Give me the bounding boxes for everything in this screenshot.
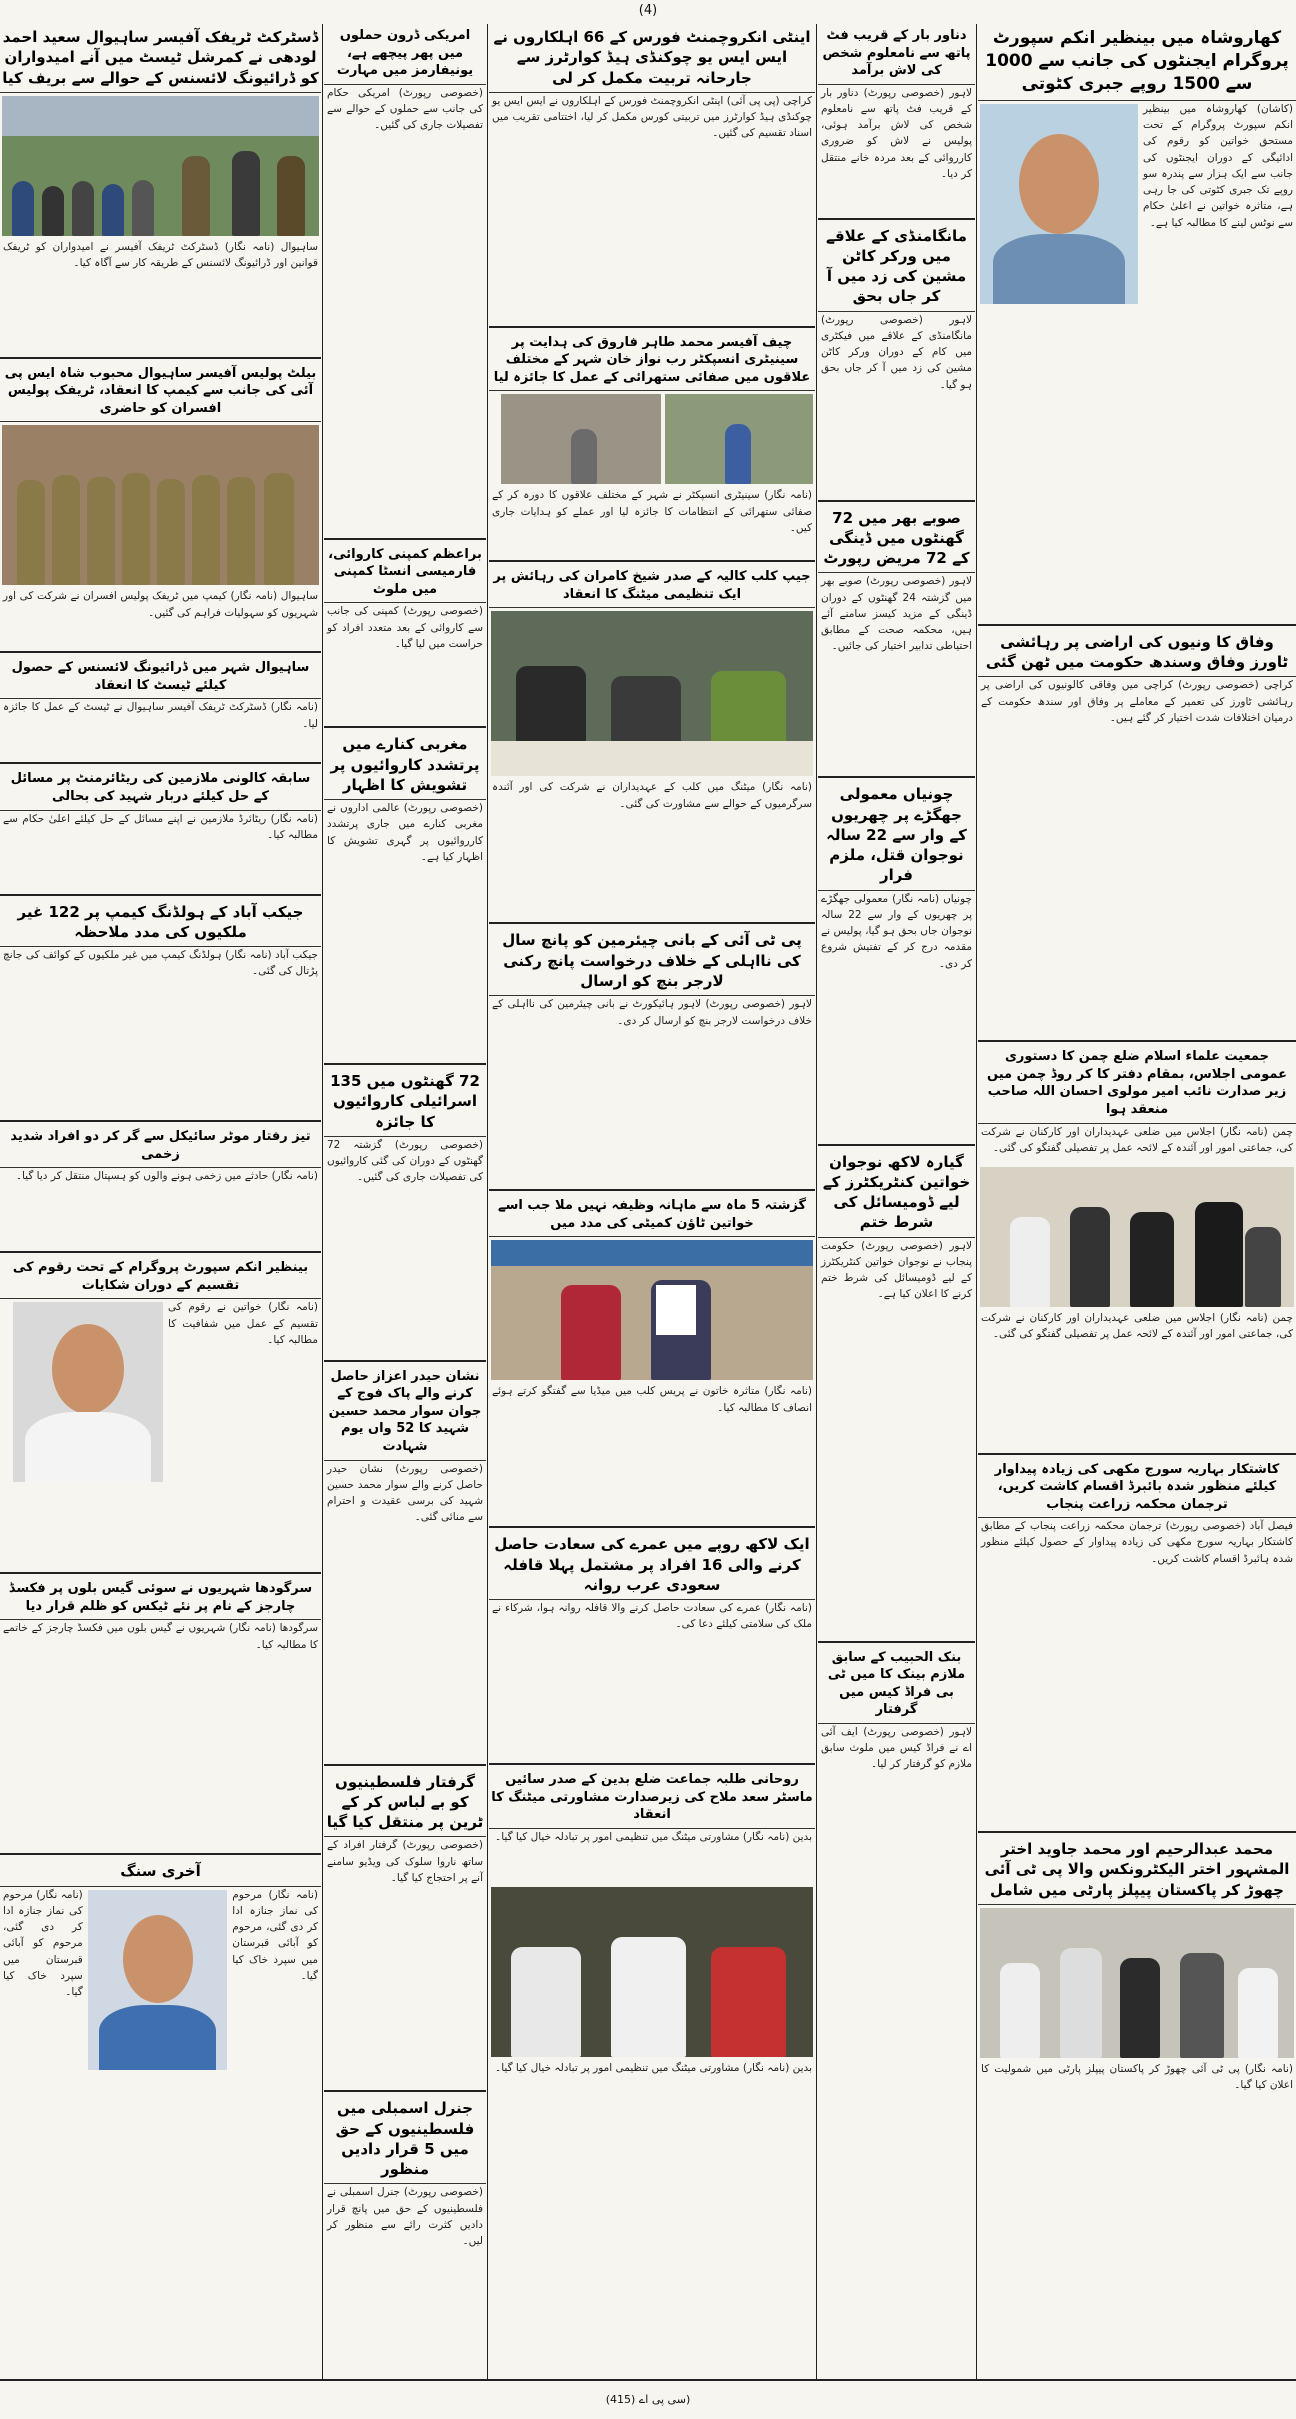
- obituary-portrait: [88, 1890, 228, 2070]
- headline-retired-employees: سابقہ کالونی ملازمین کی ریٹائرمنٹ پر مسائل کے حل کیلئے دربار شہید کی بحالی: [0, 767, 321, 810]
- headline-federal-colonies: وفاق کا ونیوں کی اراضی پر رہائشی ٹاورز وفاق وسندھ حکومت میں ٹھن گئی: [978, 629, 1296, 678]
- article-text: لاہور (خصوصی رپورٹ) لاہور ہائیکورٹ نے بانی چیئرمین کی نااہلی کے خلاف درخواست لارجر بنچ کو ارسال کر دی۔: [492, 998, 812, 1027]
- headline-gas-bills: سرگودھا شہریوں نے سوئی گیس بلوں پر فکسڈ چارجز کے نام پر نئے ٹیکس کو ظلم قرار دیا: [0, 1577, 321, 1620]
- article-text: (خصوصی رپورٹ) امریکی حکام کی جانب سے حملوں کے حوالے سے تفصیلات جاری کی گئیں۔: [327, 86, 483, 132]
- badin-meeting-photo: [491, 1887, 813, 2057]
- headline-drone-attacks: امریکی ڈرون حملوں میں پھر پیچھے ہے، یونیفارمز میں مہارت: [324, 24, 486, 85]
- article-text: چمن (نامہ نگار) اجلاس میں ضلعی عہدیداران اور کارکنان نے شرکت کی، جماعتی امور اور آئندہ کے لائحہ عمل پر تفصیلی گفتگو کی گئی۔: [981, 1311, 1293, 1340]
- article-text: فیصل آباد (خصوصی رپورٹ) ترجمان محکمہ زراعت پنجاب کے مطابق کاشتکار بہاریہ سورج مکھی کی زیادہ پیداوار کے حصول کیلئے منظور شدہ ہائبرڈ اقسام کاشت کریں۔: [981, 1520, 1293, 1565]
- headline-ppp-joining: محمد عبدالرحیم اور محمد جاوید اختر المشہور اختر الیکٹرونکس والا پی ٹی آئی چھوڑ کر پاکستان پیپلز پارٹی میں شامل: [978, 1836, 1296, 1905]
- headline-umrah: ایک لاکھ روپے میں عمرے کی سعادت حاصل کرنے والی 16 افراد پر مشتمل پہلا قافلہ سعودی عرب روانہ: [489, 1531, 815, 1600]
- page-footer: (سی پی اے (415): [0, 2379, 1296, 2419]
- portrait-photo: [13, 1302, 163, 1482]
- column-2: [818, 24, 975, 2379]
- headline-general-assembly: جنرل اسمبلی میں فلسطینیوں کے حق میں 5 قرار دادیں منظور: [324, 2095, 486, 2184]
- column-3: [489, 24, 815, 2379]
- headline-badin-meeting: روحانی طلبہ جماعت ضلع بدین کے صدر سائیں ماسٹر سعد ملاح کی زیرصدارت مشاورتی میٹنگ کا انعقاد: [489, 1768, 815, 1829]
- cleaning-photo-1: [665, 394, 813, 484]
- headline-bank-fraud: بنک الحبیب کے سابق ملازم بینک کا میں ٹی بی فراڈ کیس میں گرفتار: [818, 1646, 975, 1724]
- headline-72-hours: 72 گھنٹوں میں 135 اسرائیلی کاروائیوں کا جائزہ: [324, 1068, 486, 1137]
- article-text: بدین (نامہ نگار) مشاورتی میٹنگ میں تنظیمی امور پر تبادلہ خیال کیا گیا۔: [495, 2061, 812, 2074]
- headline-stipend: گزشتہ 5 ماہ سے ماہانہ وظیفہ نہیں ملا جب اسے خواتین ٹاؤن کمیٹی کی مدد میں: [489, 1194, 815, 1237]
- headline-contractors: گیارہ لاکھ نوجوان خواتین کنٹریکٹرز کے لیے ڈومیسائل کی شرط ختم: [818, 1149, 975, 1238]
- headline-traffic-officer: ڈسٹرکٹ ٹریفک آفیسر ساہیوال سعید احمد لودھی نے کمرشل ٹیسٹ میں آنے امیدواران کو ڈرائیونگ لائسنس کے حوالے سے بریف کیا: [0, 24, 321, 93]
- article-text: (نامہ نگار) عمرے کی سعادت حاصل کرنے والا قافلہ روانہ ہوا، شرکاء نے ملک کی سلامتی کیلئے دعا کی۔: [492, 1602, 812, 1631]
- article-text: کراچی (پی پی آئی) اینٹی انکروچمنٹ فورس کے اہلکاروں نے ایس ایس یو چوکنڈی ہیڈ کوارٹرز میں تربیتی کورس مکمل کر لیا، اختتامی تقریب میں اسناد تقسیم کی گئیں۔: [492, 94, 812, 140]
- headline-detained-palestinians: گرفتار فلسطینیوں کو بے لباس کر کے ٹرین پر منتقل کیا گیا: [324, 1769, 486, 1838]
- article-text: (نامہ نگار) مرحوم کی نماز جنازہ ادا کر دی گئی، مرحوم کو آبائی قبرستان میں سپرد خاک کیا گیا۔: [3, 1888, 83, 1999]
- article-text: لاہور (خصوصی رپورٹ) حکومت پنجاب نے نوجوان خواتین کنٹریکٹرز کے لیے ڈومیسائل کی شرط ختم کرنے کا اعلان کیا ہے۔: [821, 1239, 972, 1301]
- article-text: چونیاں (نامہ نگار) معمولی جھگڑے پر چھریوں کے وار سے 22 سالہ نوجوان جاں بحق ہو گیا، پولیس نے مقدمہ درج کر کے تفتیش شروع کر دی۔: [821, 892, 972, 970]
- headline-sunflower: کاشتکار بہاریہ سورج مکھی کی زیادہ پیداوار کیلئے منظور شدہ بائبرڈ اقسام کاشت کریں، ترجمان محکمہ زراعت پنجاب: [978, 1458, 1296, 1519]
- article-text: کراچی (خصوصی رپورٹ) کراچی میں وفاقی کالونیوں کی اراضی پر رہائشی ٹاورز کی تعمیر کے معاملے پر وفاق اور سندھ حکومت کے درمیان اختلافات شدت اختیار کر گئے ہیں۔: [981, 679, 1293, 724]
- headline-sahiwal-test: ساہیوال شہر میں ڈرائیونگ لائسنس کے حصول کیلئے ٹیسٹ کا انعقاد: [0, 656, 321, 699]
- article-text: (نامہ نگار) متاثرہ خاتون نے پریس کلب میں میڈیا سے گفتگو کرتے ہوئے انصاف کا مطالبہ کیا۔: [492, 1385, 812, 1414]
- headline-bisp-complaints: بینظیر انکم سپورٹ پروگرام کے تحت رقوم کی تقسیم کے دوران شکایات: [0, 1256, 321, 1299]
- article-text: (خصوصی رپورٹ) گرفتار افراد کے ساتھ ناروا سلوک کی ویڈیو سامنے آنے پر احتجاج کیا گیا۔: [327, 1839, 483, 1884]
- article-text: (نامہ نگار) ریٹائرڈ ملازمین نے اپنے مسائل کے حل کیلئے اعلیٰ حکام سے مطالبہ کیا۔: [3, 812, 318, 841]
- headline-jui-meeting: جمعیت علماء اسلام ضلع چمن کا دستوری عمومی اجلاس، بمقام دفتر کا کر روڈ چمن میں زیر صدارت نائب امیر مولوی احسان اللہ صاحب منعقد ہوا: [978, 1045, 1296, 1123]
- column-5: [0, 24, 321, 2379]
- article-text: (خصوصی رپورٹ) عالمی اداروں نے مغربی کنارے میں جاری پرتشدد کارروائیوں پر گہری تشویش کا اظہار کیا ہے۔: [327, 802, 483, 863]
- article-text: (نامہ نگار) سینیٹری انسپکٹر نے شہر کے مختلف علاقوں کا دورہ کر کے صفائی ستھرائی کے انتظامات کا جائزہ لیا اور عملے کو ہدایات جاری کیں۔: [492, 489, 812, 534]
- article-text: (نامہ نگار) پی ٹی آئی چھوڑ کر پاکستان پیپلز پارٹی میں شمولیت کا اعلان کیا گیا۔: [981, 2062, 1293, 2092]
- headline-pti-disqualification: پی ٹی آئی کے بانی چیئرمین کو پانچ سال کی نااہلی کے خلاف درخواست پانچ رکنی لارجر بنچ کو ارسال: [489, 927, 815, 996]
- article-text: (نامہ نگار) خواتین نے رقوم کی تقسیم کے عمل میں شفافیت کا مطالبہ کیا۔: [168, 1301, 318, 1346]
- column-4: [324, 24, 486, 2379]
- page-number: (4): [638, 3, 658, 18]
- headline-motorcycle-accident: تیز رفتار موٹر سائیکل سے گر کر دو افراد شدید زخمی: [0, 1125, 321, 1168]
- press-club-photo: [491, 1240, 813, 1380]
- article-text: (نامہ نگار) حادثے میں زخمی ہونے والوں کو ہسپتال منتقل کر دیا گیا۔: [15, 1170, 318, 1183]
- headline-bisp-deduction: کھاروشاہ میں بینظیر انکم سپورٹ پروگرام ایجنٹوں کی جانب سے 1000 سے 1500 روپے جبری کٹوتی: [978, 24, 1296, 101]
- article-text: لاہور (خصوصی رپورٹ) مانگامنڈی کے علاقے میں فیکٹری میں کام کے دوران ورکر کاٹن مشین کی زد میں آ کر جاں بحق ہو گیا۔: [821, 313, 972, 391]
- headline-west-bank: مغربی کنارے میں پرتشدد کاروائیوں پر تشویش کا اظہار: [324, 731, 486, 800]
- article-text: لاہور (خصوصی رپورٹ) دناور بار کے قریب فٹ پاتھ سے نامعلوم شخص کی لاش برآمد ہوئی، پولیس نے لاش کو ضروری کارروائی کے بعد مردہ خانے منتقل کر دیا۔: [821, 86, 972, 180]
- police-camp-photo: [2, 425, 319, 585]
- article-text: ساہیوال (نامہ نگار) کیمپ میں ٹریفک پولیس افسران نے شرکت کی اور شہریوں کو سہولیات فراہم کی گئیں۔: [3, 590, 318, 619]
- headline-chunian-murder: چونیاں معمولی جھگڑے پر چھریوں کے وار سے 22 سالہ نوجوان قتل، ملزم فرار: [818, 781, 975, 890]
- article-text: لاہور (خصوصی رپورٹ) ایف آئی اے نے فراڈ کیس میں ملوث سابق ملازم کو گرفتار کر لیا۔: [821, 1725, 972, 1771]
- article-text: (خصوصی رپورٹ) گزشتہ 72 گھنٹوں کے دوران کی گئی کاروائیوں کی تفصیلات جاری کی گئیں۔: [327, 1138, 483, 1184]
- headline-holding-camp: جیکب آباد کے ہولڈنگ کیمپ پر 122 غیر ملکیوں کی مدد ملاحظہ: [0, 899, 321, 948]
- headline-company-action: براعظم کمپنی کاروائی، فارمیسی انسٹا کمپنی میں ملوث: [324, 543, 486, 604]
- portrait-photo: [980, 104, 1138, 304]
- column-rule: [322, 24, 323, 2379]
- article-text: لاہور (خصوصی رپورٹ) صوبے بھر میں گزشتہ 24 گھنٹوں کے دوران ڈینگی کے مزید کیسز سامنے آئے ہیں، محکمہ صحت کے مطابق احتیاطی تدابیر اختیار کی جائیں۔: [821, 575, 973, 653]
- headline-obituary: آخری سنگ: [0, 1858, 321, 1886]
- article-text: سرگودھا (نامہ نگار) شہریوں نے گیس بلوں میں فکسڈ چارجز کے خاتمے کا مطالبہ کیا۔: [3, 1622, 318, 1651]
- article-text: چمن (نامہ نگار) اجلاس میں ضلعی عہدیداران اور کارکنان نے شرکت کی، جماعتی امور اور آئندہ کے لائحہ عمل پر تفصیلی گفتگو کی گئی۔: [981, 1125, 1293, 1154]
- headline-worker-machine: مانگامنڈی کے علاقے میں ورکر کاٹن مشین کی زد میں آ کر جاں بحق: [818, 223, 975, 312]
- column-rule: [487, 24, 488, 2379]
- headline-police-camp: بیلٹ پولیس آفیسر ساہیوال محبوب شاہ ایس پی آئی کی جانب سے کیمپ کا انعقاد، ٹریفک پولیس افسران کو حاضری: [0, 362, 321, 423]
- article-text: (کاشان) کھاروشاہ میں بینظیر انکم سپورٹ پروگرام کے تحت مستحق خواتین کو رقوم کی ادائیگی کے دوران ایجنٹوں کی جانب سے ایک ہزار سے پندرہ سو روپے تک جبری کٹوتی کی جا رہی ہے، متاثرہ خواتین نے اعلیٰ حکام سے نوٹس لینے کا مطالبہ کیا ہے۔: [1143, 102, 1293, 229]
- column-1: [978, 24, 1296, 2379]
- headline-sanitary-inspector: چیف آفیسر محمد طاہر فاروق کی ہدایت پر سینیٹری انسپکٹر رب نواز خان شہر کے مختلف علاقوں میں صفائی ستھرائی کے عمل کا جائزہ لیا: [489, 331, 815, 392]
- traffic-briefing-photo: [2, 96, 319, 236]
- article-text: (نامہ نگار) مرحوم کی نماز جنازہ ادا کر دی گئی، مرحوم کو آبائی قبرستان میں سپرد خاک کیا گیا۔: [232, 1888, 318, 1982]
- meeting-photo: [980, 1167, 1294, 1307]
- ppp-joining-photo: [980, 1908, 1294, 2058]
- column-rule: [816, 24, 817, 2379]
- article-text: (نامہ نگار) میٹنگ میں کلب کے عہدیداران نے شرکت کی اور آئندہ سرگرمیوں کے حوالے سے مشاورت کی گئی۔: [492, 781, 812, 810]
- jeep-club-photo: [491, 611, 813, 776]
- headline-dengue: صوبے بھر میں 72 گھنٹوں میں ڈینگی کے 72 مریض رپورٹ: [818, 505, 975, 574]
- article-text: بدین (نامہ نگار) مشاورتی میٹنگ میں تنظیمی امور پر تبادلہ خیال کیا گیا۔: [495, 1830, 812, 1843]
- article-text: (خصوصی رپورٹ) نشان حیدر حاصل کرنے والے سوار محمد حسین شہید کی برسی عقیدت و احترام سے منائی گئی۔: [327, 1462, 483, 1524]
- headline-nishan-haider: نشان حیدر اعزاز حاصل کرنے والے پاک فوج کے جوان سوار محمد حسین شہید کا 52 واں یوم شہادت: [324, 1365, 486, 1461]
- article-text: (خصوصی رپورٹ) کمپنی کی جانب سے کاروائی کے بعد متعدد افراد کو حراست میں لیا گیا۔: [327, 605, 483, 650]
- cleaning-photo-2: [501, 394, 661, 484]
- column-rule: [976, 24, 977, 2379]
- headline-jeep-club: جیپ کلب کالیہ کے صدر شیخ کامران کی رہائش پر ایک تنظیمی میٹنگ کا انعقاد: [489, 565, 815, 608]
- article-text: (نامہ نگار) ڈسٹرکٹ ٹریفک آفیسر ساہیوال نے ٹیسٹ کے عمل کا جائزہ لیا۔: [3, 701, 318, 730]
- article-text: (خصوصی رپورٹ) جنرل اسمبلی نے فلسطینیوں کے حق میں پانچ قرار دادیں کثرت رائے سے منظور کر لیں۔: [327, 2186, 483, 2248]
- article-text: ساہیوال (نامہ نگار) ڈسٹرکٹ ٹریفک آفیسر نے امیدواران کو ٹریفک قوانین اور ڈرائیونگ لائسنس کے طریقہ کار سے آگاہ کیا۔: [3, 240, 318, 270]
- article-text: جیکب آباد (نامہ نگار) ہولڈنگ کیمپ میں غیر ملکیوں کے کوائف کی جانچ پڑتال کی گئی۔: [3, 949, 318, 978]
- headline-anti-encroachment: اینٹی انکروچمنٹ فورس کے 66 اہلکاروں نے ایس ایس یو چوکنڈی ہیڈ کوارٹرز سے جارحانہ تربیت مکمل کر لی: [489, 24, 815, 93]
- headline-dead-body: دناور بار کے قریب فٹ پاتھ سے نامعلوم شخص کی لاش برآمد: [818, 24, 975, 85]
